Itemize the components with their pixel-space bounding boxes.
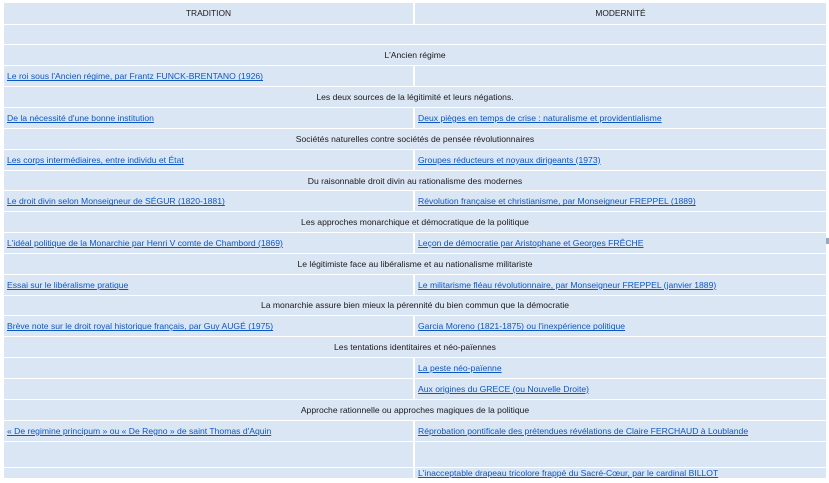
link-garcia-moreno[interactable]: Garcia Moreno (1821-1875) ou l'inexpérience politique [418,321,626,332]
section-title: Du raisonnable droit divin au rationalisme des modernes [307,175,523,186]
table-row [4,191,826,212]
link-ideal-politique-monarchie[interactable]: L'idéal politique de la Monarchie par Henri V comte de Chambord (1869) [7,237,283,248]
table-row [4,150,826,171]
section-row [4,400,826,421]
link-groupes-reducteurs[interactable]: Groupes réducteurs et noyaux dirigeants (1973) [418,154,601,165]
table-row [4,108,826,129]
section-title: Les approches monarchique et démocratique de la politique [301,217,529,228]
section-row [4,87,826,108]
table-row [4,468,826,479]
empty-row [4,442,826,468]
section-title: Approche rationnelle ou approches magiques de la politique [300,404,530,415]
table-row [4,379,826,400]
table-row [4,358,826,379]
empty-row [4,25,826,45]
section-title: Les tentations identitaires et néo-païennes [334,342,496,353]
section-row [4,45,826,67]
link-corps-intermediaires[interactable]: Les corps intermédiaires, entre individu et État [7,154,184,165]
link-lecon-democratie[interactable]: Leçon de démocratie par Aristophane et Georges FRÊCHE [418,237,644,248]
table-row [4,421,826,443]
link-necessite-institution[interactable]: De la nécessité d'une bonne institution [7,113,154,124]
section-title: La monarchie assure bien mieux la pérennité du bien commun que la démocratie [260,300,570,311]
link-de-regimine-principum[interactable]: « De regimine principum » ou « De Regno » de saint Thomas d'Aquin [7,425,272,436]
link-origines-grece[interactable]: Aux origines du GRECE (ou Nouvelle Droite) [418,383,589,394]
column-header-tradition: TRADITION [4,3,415,24]
section-title: L'Ancien régime [384,50,446,61]
comparison-table [4,3,826,479]
section-row [4,296,826,317]
link-revolution-christianisme[interactable]: Révolution française et christianisme, par Monseigneur FREPPEL (1889) [418,196,696,207]
section-title: Sociétés naturelles contre sociétés de pensée révolutionnaires [295,133,535,144]
section-title: Les deux sources de la légitimité et leurs négations. [316,92,514,103]
table-row [4,275,826,296]
link-peste-neo-paienne[interactable]: La peste néo-païenne [418,362,502,373]
table-row [4,233,826,254]
link-breve-note-auge[interactable]: Brève note sur le droit royal historique français, par Guy AUGÉ (1975) [7,321,274,332]
link-droit-divin-segur[interactable]: Le droit divin selon Monseigneur de SÉGUR (1820-1881) [7,196,225,207]
section-row [4,337,826,358]
section-row [4,171,826,192]
link-roi-ancien-regime[interactable]: Le roi sous l'Ancien régime, par Frantz FUNCK-BRENTANO (1926) [7,71,264,82]
link-militarisme-freppel[interactable]: Le militarisme fléau révolutionnaire, par Monseigneur FREPPEL (janvier 1889) [418,279,717,290]
section-row [4,129,826,150]
link-essai-liberalisme[interactable]: Essai sur le libéralisme pratique [7,279,129,290]
link-drapeau-tricolore-billot[interactable]: L'inacceptable drapeau tricolore frappé du Sacré-Cœur, par le cardinal BILLOT [418,468,719,479]
table-row [4,316,826,337]
link-reprobation-ferchaud[interactable]: Réprobation pontificale des prétendues révélations de Claire FERCHAUD à Loublande [418,425,749,436]
section-row [4,254,826,275]
link-deux-pieges[interactable]: Deux pièges en temps de crise : naturalisme et providentialisme [418,113,662,124]
section-title: Le légitimiste face au libéralisme et au nationalisme militariste [297,258,533,269]
table-header-row [4,3,826,25]
column-header-modernite: MODERNITÉ [595,8,646,19]
section-row [4,212,826,233]
table-row [4,66,826,87]
